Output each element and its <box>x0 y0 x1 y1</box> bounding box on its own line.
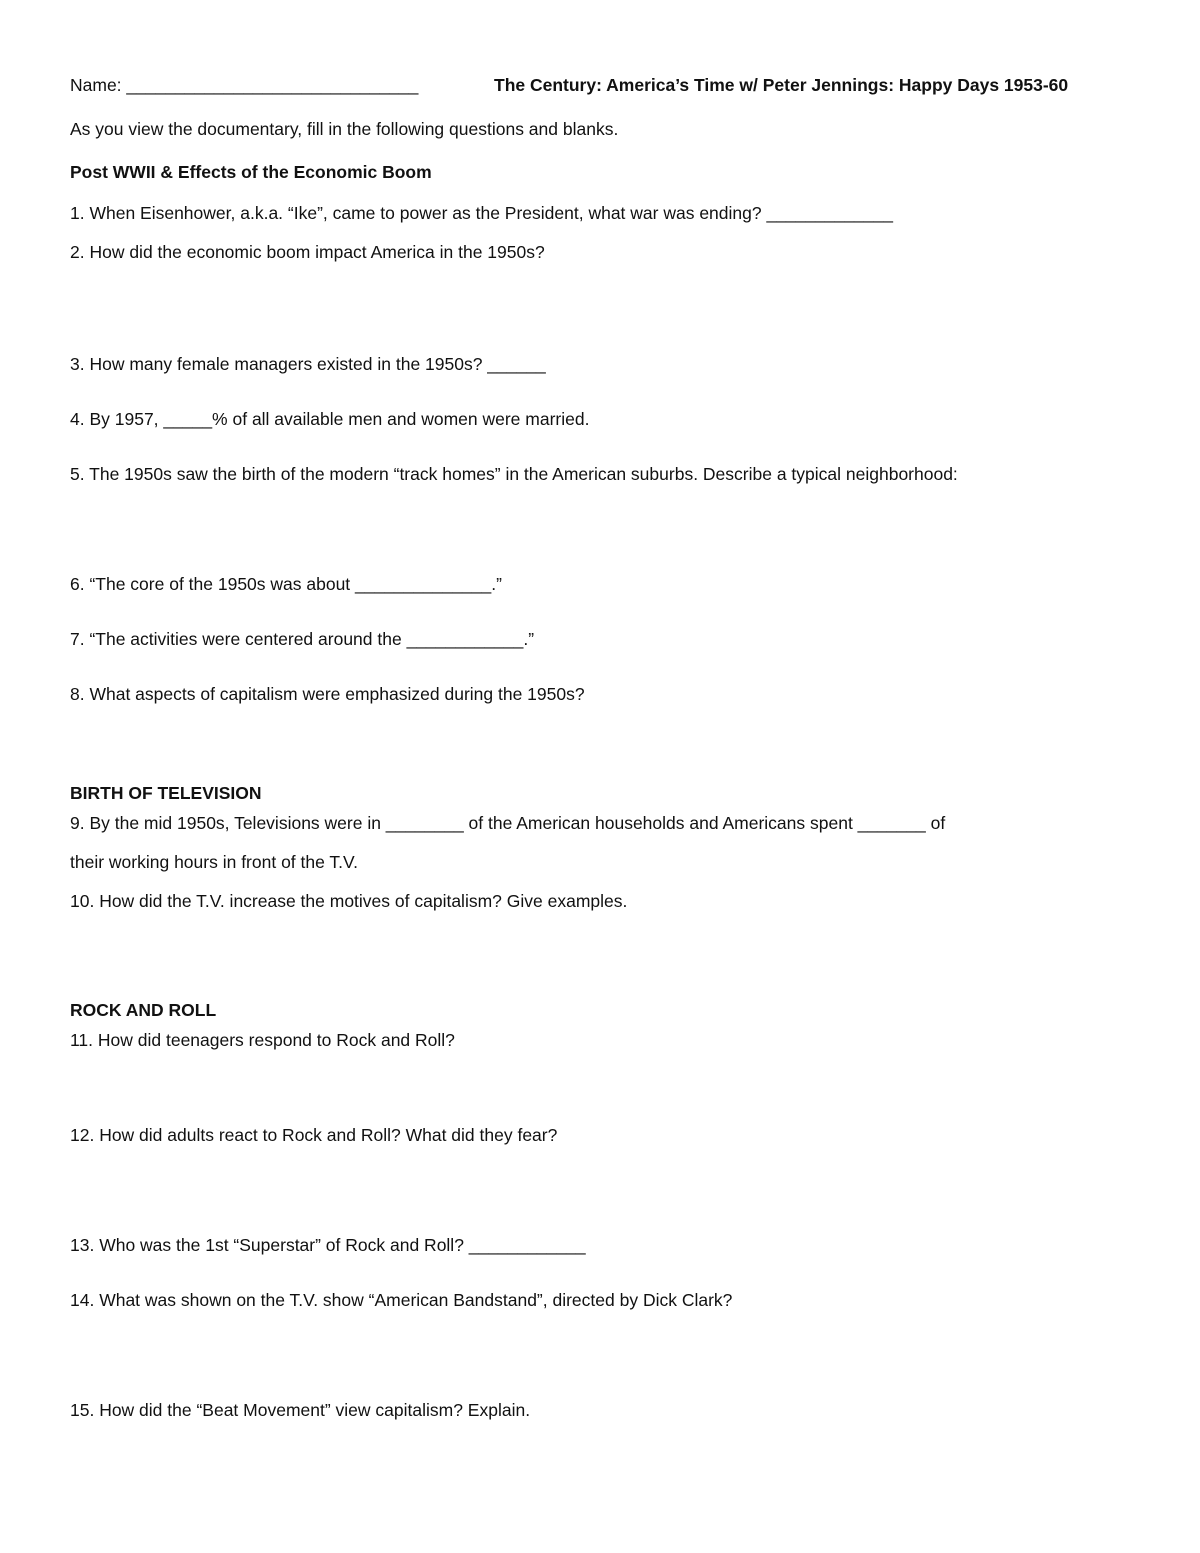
section-heading-post-wwii: Post WWII & Effects of the Economic Boom <box>70 162 432 182</box>
name-field-line: Name: ______________________________ <box>70 75 419 95</box>
question-9-line-1: 9. By the mid 1950s, Televisions were in ________ of the American households and Americans spent _______ of <box>70 813 946 833</box>
page-title: The Century: America’s Time w/ Peter Jennings: Happy Days 1953-60 <box>494 75 1069 95</box>
question-5: 5. The 1950s saw the birth of the modern “track homes” in the American suburbs. Describe a typical neighborhood: <box>70 464 958 484</box>
question-8: 8. What aspects of capitalism were emphasized during the 1950s? <box>70 684 585 704</box>
instructions-text: As you view the documentary, fill in the following questions and blanks. <box>70 119 619 139</box>
question-7: 7. “The activities were centered around the ____________.” <box>70 629 535 649</box>
question-3: 3. How many female managers existed in the 1950s? ______ <box>70 354 546 374</box>
question-4: 4. By 1957, _____% of all available men and women were married. <box>70 409 590 429</box>
question-9-line-2: their working hours in front of the T.V. <box>70 852 358 872</box>
question-2: 2. How did the economic boom impact America in the 1950s? <box>70 242 545 262</box>
section-heading-rock-and-roll: ROCK AND ROLL <box>70 1000 217 1020</box>
question-14: 14. What was shown on the T.V. show “American Bandstand”, directed by Dick Clark? <box>70 1290 733 1310</box>
question-12: 12. How did adults react to Rock and Roll? What did they fear? <box>70 1125 558 1145</box>
question-15: 15. How did the “Beat Movement” view capitalism? Explain. <box>70 1400 531 1420</box>
question-13: 13. Who was the 1st “Superstar” of Rock and Roll? ____________ <box>70 1235 586 1255</box>
question-6: 6. “The core of the 1950s was about ______________.” <box>70 574 502 594</box>
question-11: 11. How did teenagers respond to Rock and Roll? <box>70 1030 455 1050</box>
question-10: 10. How did the T.V. increase the motives of capitalism? Give examples. <box>70 891 628 911</box>
section-heading-television: BIRTH OF TELEVISION <box>70 783 262 803</box>
question-1: 1. When Eisenhower, a.k.a. “Ike”, came to power as the President, what war was ending? _____________ <box>70 203 893 223</box>
